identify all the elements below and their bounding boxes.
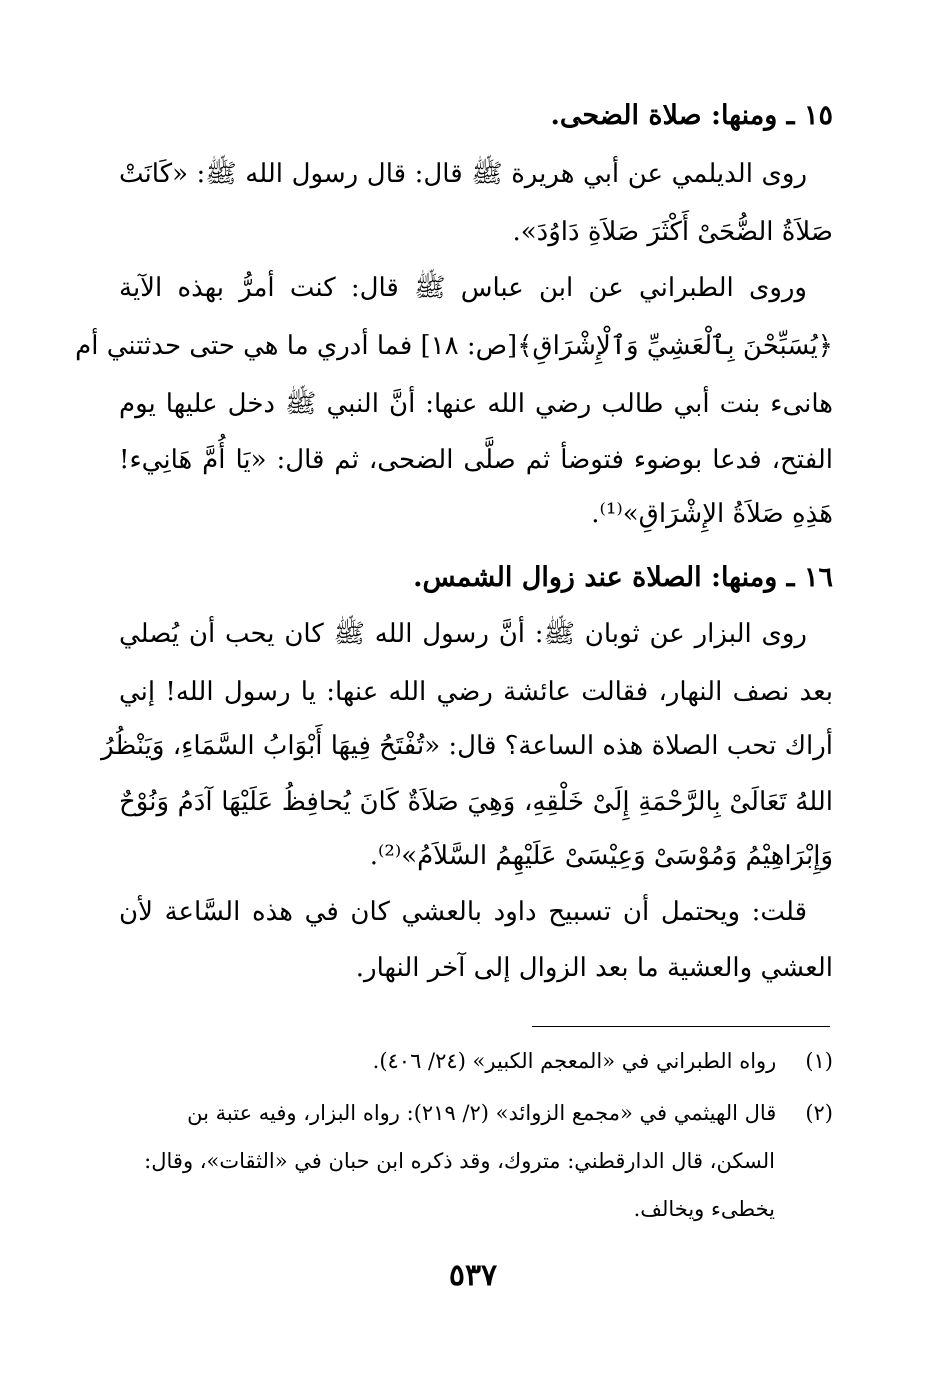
body-line: هانىء بنت أبي طالب رضي الله عنها: أنَّ النبي ﷺ دخل عليها يوم (119, 389, 833, 419)
footnote-number: (٢) (805, 1101, 833, 1125)
body-line: هَذِهِ صَلاَةُ الإِشْرَاقِ»⁽¹⁾. (591, 499, 833, 529)
body-line: وروى الطبراني عن ابن عباس ﷺ قال: كنت أمرُّ بهذه الآية (119, 273, 807, 303)
body-line: وَإِبْرَاهِيْمُ وَمُوْسَىْ وَعِيْسَىْ عَلَيْهِمُ السَّلاَمُ»⁽²⁾. (369, 841, 833, 871)
body-line: أراك تحب الصلاة هذه الساعة؟ قال: «تُفْتَحُ فِيهَا أَبْوَابُ السَّمَاءِ، وَيَنْظُرُ (101, 731, 833, 761)
footnote-number: (١) (805, 1049, 833, 1073)
body-line: العشي والعشية ما بعد الزوال إلى آخر النهار. (355, 953, 833, 983)
body-line: روى البزار عن ثوبان ﷺ: أنَّ رسول الله ﷺ كان يحب أن يُصلي (119, 619, 807, 649)
section-15-heading: ١٥ ـ ومنها: صلاة الضحى. (550, 100, 833, 131)
footnote-text: السكن، قال الدارقطني: متروك، وقد ذكره ابن حبان في «الثقات»، وقال: (144, 1149, 775, 1173)
body-line: قلت: ويحتمل أن تسبيح داود بالعشي كان في هذه السَّاعة لأن (119, 897, 807, 927)
footnote-text: رواه الطبراني في «المعجم الكبير» (٢٤/ ٤٠٦). (372, 1049, 777, 1073)
body-line: روى الديلمي عن أبي هريرة ﷺ قال: قال رسول الله ﷺ: «كَانَتْ (119, 159, 807, 189)
body-line: ﴿يُسَبِّحْنَ بِٱلْعَشِيِّ وَٱلْإِشْرَاقِ﴾[ص: ١٨] فما أدري ما هي حتى حدثتني أم (75, 331, 833, 361)
footnote-2 (119, 1096, 833, 1130)
body-line: بعد نصف النهار، فقالت عائشة رضي الله عنها: يا رسول الله! إني (119, 677, 833, 707)
body-line: صَلاَةُ الضُّحَىْ أَكْثَرَ صَلاَةِ دَاوُدَ». (512, 217, 833, 247)
footnote-text: يخطىء ويخالف. (633, 1197, 775, 1221)
footnote-1 (119, 1044, 833, 1078)
section-16-heading: ١٦ ـ ومنها: الصلاة عند زوال الشمس. (413, 562, 833, 593)
page-number: ٥٣٧ (448, 1258, 498, 1293)
body-line: الفتح، فدعا بوضوء فتوضأ ثم صلَّى الضحى، ثم قال: «يَا أُمَّ هَانِيء! (119, 445, 833, 475)
footnote-text: قال الهيثمي في «مجمع الزوائد» (٢/ ٢١٩): رواه البزار، وفيه عتبة بن (187, 1101, 777, 1125)
body-line: اللهُ تَعَالَىْ بِالرَّحْمَةِ إِلَىْ خَلْقِهِ، وَهِيَ صَلاَةٌ كَانَ يُحافِظُ عَلَيْهَا آدَمُ وَنُوْحٌ (119, 787, 833, 817)
footnote-separator (532, 1026, 830, 1027)
